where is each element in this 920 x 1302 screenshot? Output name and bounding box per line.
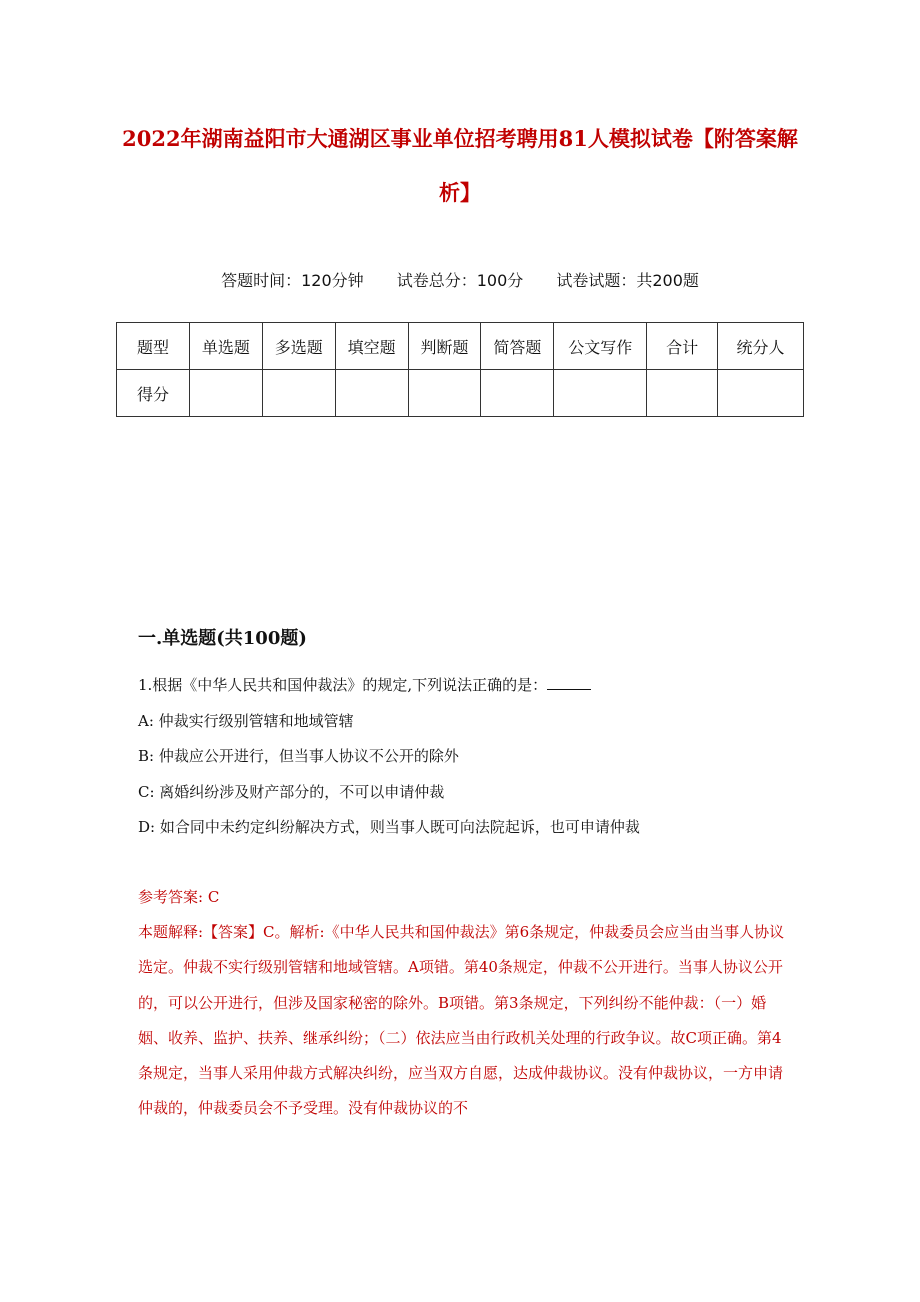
score-cell	[718, 370, 804, 417]
section-heading: 一.单选题(共100题)	[138, 628, 307, 649]
score-cell	[262, 370, 335, 417]
question-stem	[138, 668, 788, 704]
option-c: C: 离婚纠纷涉及财产部分的，不可以申请仲裁	[138, 782, 445, 801]
answer-block	[138, 880, 786, 1126]
score-table-header-cell: 多选题	[262, 323, 335, 370]
score-table	[116, 322, 804, 417]
score-table-header-cell: 判断题	[408, 323, 481, 370]
exam-meta	[0, 268, 920, 291]
score-cell	[481, 370, 554, 417]
score-cell	[335, 370, 408, 417]
score-table-header-cell: 填空题	[335, 323, 408, 370]
score-table-header-cell: 简答题	[481, 323, 554, 370]
document-title: 2022年湖南益阳市大通湖区事业单位招考聘用81人模拟试卷【附答案解析】	[122, 126, 798, 205]
score-table-header-cell: 单选题	[189, 323, 262, 370]
question-1	[138, 668, 788, 846]
exam-total-score: 试卷总分：100分	[396, 271, 524, 290]
score-row-label: 得分	[117, 370, 190, 417]
score-cell	[647, 370, 718, 417]
answer-explanation: 本题解释:【答案】C。解析:《中华人民共和国仲裁法》第6条规定，仲裁委员会应当由当事人协议选定。仲裁不实行级别管辖和地域管辖。A项错。第40条规定，仲裁不公开进行。当事人协议公开的，可以公开进行，但涉及国家秘密的除外。B项错。第3条规定，下列纠纷不能仲裁：（一）婚姻、收养、监护、扶养、继承纠纷；（二）依法应当由行政机关处理的行政争议。故C项正确。第4条规定，当事人采用仲裁方式解决纠纷，应当双方自愿，达成仲裁协议。没有仲裁协议，一方申请仲裁的，仲裁委员会不予受理。没有仲裁协议的不	[138, 923, 785, 1118]
option-a: A: 仲裁实行级别管辖和地域管辖	[138, 711, 354, 730]
score-cell	[189, 370, 262, 417]
score-table-header-cell: 统分人	[718, 323, 804, 370]
score-cell	[408, 370, 481, 417]
option-d: D: 如合同中未约定纠纷解决方式，则当事人既可向法院起诉，也可申请仲裁	[138, 818, 640, 836]
score-table-header-cell: 公文写作	[554, 323, 647, 370]
answer-blank	[547, 675, 591, 690]
score-table-header-cell: 题型	[117, 323, 190, 370]
exam-total-questions: 试卷试题：共200题	[556, 271, 699, 290]
score-table-score-row	[117, 370, 804, 417]
score-cell	[554, 370, 647, 417]
option-b: B: 仲裁应公开进行，但当事人协议不公开的除外	[138, 747, 459, 765]
reference-answer: 参考答案: C	[138, 888, 220, 906]
score-table-header-cell: 合计	[647, 323, 718, 370]
score-table-header-row	[117, 323, 804, 370]
question-stem-text: 1.根据《中华人民共和国仲裁法》的规定,下列说法正确的是：	[138, 676, 548, 694]
exam-time: 答题时间：120分钟	[221, 271, 364, 290]
